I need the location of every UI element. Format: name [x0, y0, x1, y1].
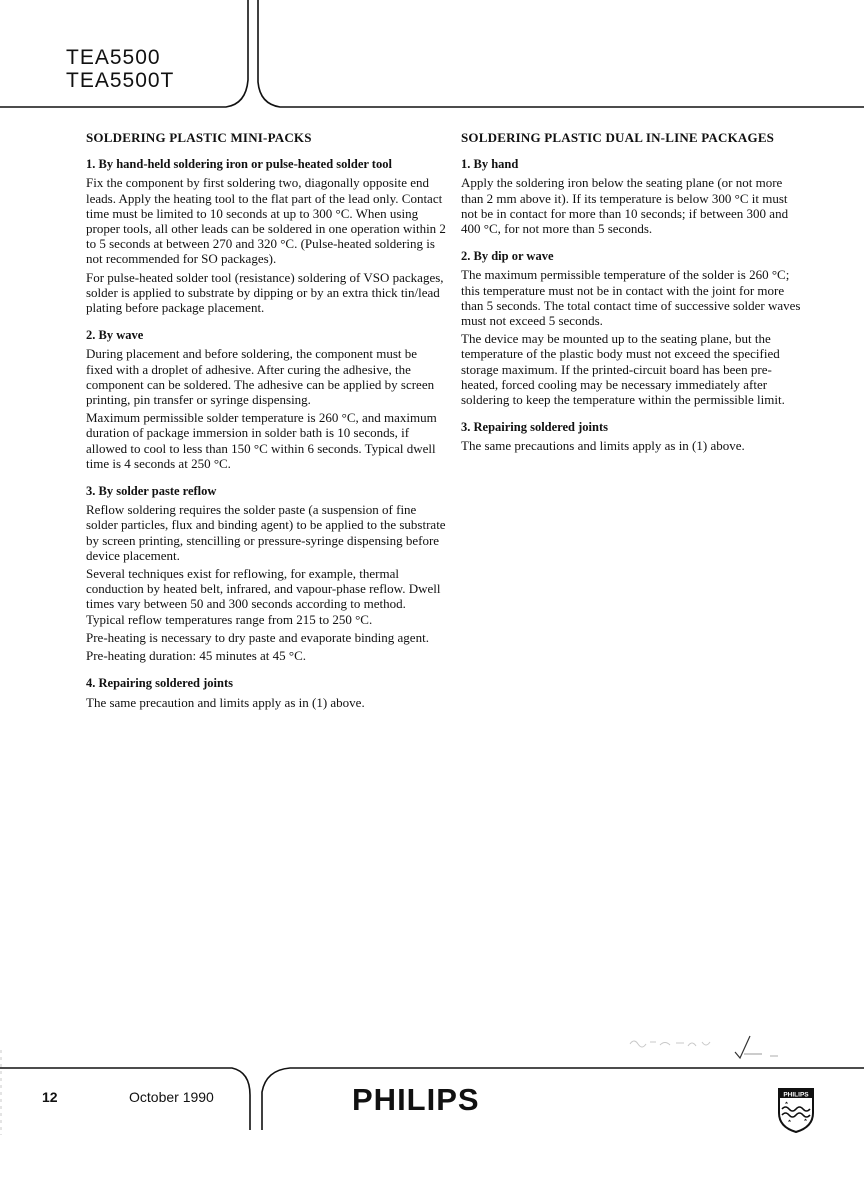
brand-logo-text: PHILIPS	[352, 1082, 480, 1117]
section-by-hand	[461, 157, 806, 236]
page-number: 12	[42, 1089, 58, 1105]
part-number-secondary: TEA5500T	[66, 69, 175, 92]
paragraph: Maximum permissible solder temperature is 260 °C, and maximum duration of package immersion in solder bath is 10 seconds, if allowed to cool to less than 150 °C within 6 seconds. Typical dwell time is 4 seconds at 250 °C.	[86, 410, 437, 471]
section-heading: 4. Repairing soldered joints	[86, 676, 233, 691]
scan-stamp-mark	[620, 1030, 790, 1060]
section-heading: 3. Repairing soldered joints	[461, 420, 608, 435]
section-heading: 1. By hand	[461, 157, 519, 172]
section-hand-held-soldering	[86, 157, 446, 315]
section-heading: 2. By wave	[86, 328, 144, 343]
paragraph: Several techniques exist for reflowing, for example, thermal conduction by heated belt, infrared, and vapour-phase reflow. Dwell times vary between 50 and 300 seconds according to method. Typical reflow temperatures range from 215 to 250 °C.	[86, 566, 441, 627]
publication-date: October 1990	[129, 1089, 214, 1105]
paragraph: Pre-heating is necessary to dry paste and evaporate binding agent.	[86, 629, 429, 645]
right-column	[461, 130, 806, 467]
paragraph: Apply the soldering iron below the seating plane (or not more than 2 mm above it). If its temperature is below 300 °C it must not be in contact for more than 10 seconds; if between 300 and 400 °C, for not more than 5 seconds.	[461, 175, 789, 237]
column-heading: SOLDERING PLASTIC DUAL IN-LINE PACKAGES	[461, 130, 775, 145]
section-dip-or-wave	[461, 249, 806, 407]
paragraph: For pulse-heated solder tool (resistance) soldering of VSO packages, solder is applied to substrate by dipping or by an extra thick tin/lead plating before package placement.	[86, 269, 444, 316]
paragraph: Pre-heating duration: 45 minutes at 45 °C.	[86, 648, 307, 664]
paragraph: The device may be mounted up to the seating plane, but the temperature of the plastic body must not exceed the specified storage maximum. If the printed-circuit board has been pre-heated, forced cooling may be necessary immediately after soldering to keep the temperature within the permissible limit.	[461, 331, 785, 408]
section-repairing-joints	[461, 420, 806, 453]
section-solder-paste-reflow	[86, 484, 446, 663]
paragraph: Fix the component by first soldering two, diagonally opposite end leads. Apply the heating tool to the flat part of the lead only. Contact time must be limited to 10 seconds at up to 300 °C. When using proper tools, all other leads can be soldered in one operation within 2 to 5 seconds at between 270 and 320 °C. (Pulse-heated soldering is not recommended for SO packages).	[86, 175, 446, 267]
paragraph: The maximum permissible temperature of the solder is 260 °C; this temperature must not be in contact with the joint for more than 5 seconds. The total contact time of successive solder waves must not exceed 5 seconds.	[461, 267, 801, 329]
left-column	[86, 130, 446, 723]
part-number-primary: TEA5500	[66, 46, 161, 69]
paragraph: Reflow soldering requires the solder paste (a suspension of fine solder particles, flux and binding agent) to be applied to the substrate by screen printing, stencilling or pressure-syringe dispensing before device placement.	[86, 502, 446, 563]
paragraph: The same precaution and limits apply as in (1) above.	[86, 694, 365, 710]
section-heading: 2. By dip or wave	[461, 249, 554, 264]
section-heading: 3. By solder paste reflow	[86, 484, 217, 499]
paragraph: The same precautions and limits apply as in (1) above.	[461, 438, 745, 454]
column-heading: SOLDERING PLASTIC MINI-PACKS	[86, 130, 312, 145]
shield-label: PHILIPS	[783, 1091, 809, 1099]
section-heading: 1. By hand-held soldering iron or pulse-heated solder tool	[86, 157, 392, 172]
philips-shield-icon	[776, 1087, 816, 1133]
paragraph: During placement and before soldering, the component must be fixed with a droplet of adhesive. After curing the adhesive, the component can be soldered. The adhesive can be applied by screen printing, pin transfer or syringe dispensing.	[86, 346, 435, 408]
section-wave	[86, 328, 446, 471]
section-repairing-joints	[86, 676, 446, 709]
